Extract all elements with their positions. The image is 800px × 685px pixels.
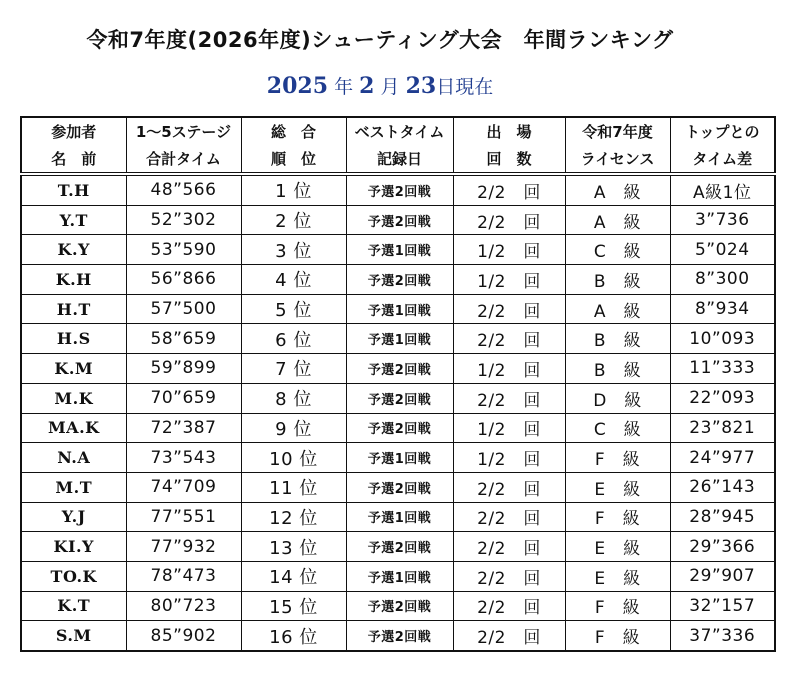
table-row — [21, 265, 775, 295]
cell-rank: 4 位 — [241, 265, 346, 295]
table-row — [21, 383, 775, 413]
table-row — [21, 174, 775, 205]
cell-best-time-date: 予選2回戦 — [346, 413, 453, 443]
cell-license: B 級 — [565, 354, 670, 384]
cell-time-diff: 37”336 — [670, 621, 775, 651]
cell-best-time-date: 予選2回戦 — [346, 265, 453, 295]
cell-appearances: 2/2 回 — [453, 621, 565, 651]
cell-total-time: 73”543 — [126, 443, 241, 473]
cell-license: E 級 — [565, 532, 670, 562]
cell-time-diff: 28”945 — [670, 502, 775, 532]
cell-appearances: 2/2 回 — [453, 383, 565, 413]
cell-total-time: 58”659 — [126, 324, 241, 354]
cell-time-diff: 26”143 — [670, 472, 775, 502]
table-row — [21, 294, 775, 324]
cell-best-time-date: 予選1回戦 — [346, 443, 453, 473]
cell-time-diff: 8”934 — [670, 294, 775, 324]
cell-license: F 級 — [565, 621, 670, 651]
cell-best-time-date: 予選1回戦 — [346, 561, 453, 591]
cell-license: D 級 — [565, 383, 670, 413]
cell-total-time: 70”659 — [126, 383, 241, 413]
cell-time-diff: 32”157 — [670, 591, 775, 621]
table-row — [21, 591, 775, 621]
header-total-time-line2: 合計タイム — [126, 145, 241, 174]
cell-license: B 級 — [565, 265, 670, 295]
date-day: 23 — [405, 73, 437, 99]
header-row-2 — [21, 145, 775, 174]
table-row — [21, 443, 775, 473]
cell-total-time: 77”551 — [126, 502, 241, 532]
cell-rank: 12 位 — [241, 502, 346, 532]
header-overall-rank-line1: 総 合 — [241, 117, 346, 145]
date-suffix: 日現在 — [436, 76, 494, 98]
cell-license: E 級 — [565, 561, 670, 591]
cell-appearances: 2/2 回 — [453, 532, 565, 562]
date-month-unit: 月 — [380, 76, 400, 98]
cell-name: Y.T — [21, 205, 126, 235]
cell-name: K.M — [21, 354, 126, 384]
cell-name: H.T — [21, 294, 126, 324]
header-appearances-line2: 回 数 — [453, 145, 565, 174]
cell-total-time: 78”473 — [126, 561, 241, 591]
cell-appearances: 1/2 回 — [453, 235, 565, 265]
cell-license: E 級 — [565, 472, 670, 502]
header-participant-line1: 参加者 — [21, 117, 126, 145]
cell-appearances: 2/2 回 — [453, 561, 565, 591]
date-year-unit: 年 — [334, 76, 354, 98]
cell-rank: 11 位 — [241, 472, 346, 502]
cell-time-diff: 22”093 — [670, 383, 775, 413]
table-row — [21, 413, 775, 443]
cell-time-diff: 11”333 — [670, 354, 775, 384]
cell-rank: 3 位 — [241, 235, 346, 265]
cell-time-diff: 8”300 — [670, 265, 775, 295]
cell-time-diff: 5”024 — [670, 235, 775, 265]
cell-rank: 5 位 — [241, 294, 346, 324]
cell-name: K.H — [21, 265, 126, 295]
cell-rank: 16 位 — [241, 621, 346, 651]
cell-total-time: 53”590 — [126, 235, 241, 265]
cell-appearances: 2/2 回 — [453, 591, 565, 621]
cell-best-time-date: 予選1回戦 — [346, 324, 453, 354]
cell-rank: 6 位 — [241, 324, 346, 354]
cell-time-diff: 29”907 — [670, 561, 775, 591]
cell-time-diff: 29”366 — [670, 532, 775, 562]
cell-name: M.T — [21, 472, 126, 502]
header-best-time-line2: 記録日 — [346, 145, 453, 174]
cell-license: C 級 — [565, 413, 670, 443]
table-row — [21, 205, 775, 235]
cell-appearances: 1/2 回 — [453, 265, 565, 295]
table-header — [21, 117, 775, 174]
cell-total-time: 48”566 — [126, 174, 241, 205]
cell-rank: 7 位 — [241, 354, 346, 384]
cell-best-time-date: 予選2回戦 — [346, 532, 453, 562]
cell-license: F 級 — [565, 502, 670, 532]
cell-license: A 級 — [565, 174, 670, 205]
table-row — [21, 502, 775, 532]
cell-best-time-date: 予選2回戦 — [346, 354, 453, 384]
cell-total-time: 80”723 — [126, 591, 241, 621]
table-row — [21, 354, 775, 384]
cell-license: A 級 — [565, 205, 670, 235]
cell-total-time: 72”387 — [126, 413, 241, 443]
cell-name: K.Y — [21, 235, 126, 265]
cell-appearances: 2/2 回 — [453, 472, 565, 502]
header-overall-rank-line2: 順 位 — [241, 145, 346, 174]
cell-rank: 9 位 — [241, 413, 346, 443]
cell-rank: 8 位 — [241, 383, 346, 413]
cell-name: H.S — [21, 324, 126, 354]
cell-best-time-date: 予選2回戦 — [346, 472, 453, 502]
table-row — [21, 532, 775, 562]
cell-total-time: 77”932 — [126, 532, 241, 562]
table-row — [21, 324, 775, 354]
cell-rank: 13 位 — [241, 532, 346, 562]
cell-best-time-date: 予選2回戦 — [346, 383, 453, 413]
cell-best-time-date: 予選2回戦 — [346, 621, 453, 651]
cell-total-time: 56”866 — [126, 265, 241, 295]
cell-best-time-date: 予選2回戦 — [346, 591, 453, 621]
header-time-diff-line1: トップとの — [670, 117, 775, 145]
cell-best-time-date: 予選1回戦 — [346, 502, 453, 532]
cell-rank: 15 位 — [241, 591, 346, 621]
as-of-date — [0, 72, 760, 99]
page-title: 令和7年度(2026年度)シューティング大会 年間ランキング — [86, 28, 674, 52]
cell-appearances: 2/2 回 — [453, 324, 565, 354]
cell-total-time: 74”709 — [126, 472, 241, 502]
cell-time-diff: 24”977 — [670, 443, 775, 473]
cell-best-time-date: 予選1回戦 — [346, 235, 453, 265]
ranking-table — [20, 116, 776, 652]
cell-license: F 級 — [565, 443, 670, 473]
cell-total-time: 85”902 — [126, 621, 241, 651]
cell-appearances: 1/2 回 — [453, 443, 565, 473]
cell-name: S.M — [21, 621, 126, 651]
header-best-time-line1: ベストタイム — [346, 117, 453, 145]
cell-appearances: 1/2 回 — [453, 413, 565, 443]
cell-rank: 1 位 — [241, 174, 346, 205]
cell-name: K.T — [21, 591, 126, 621]
cell-appearances: 2/2 回 — [453, 174, 565, 205]
header-license-line1: 令和7年度 — [565, 117, 670, 145]
cell-total-time: 59”899 — [126, 354, 241, 384]
table-row — [21, 621, 775, 651]
cell-name: MA.K — [21, 413, 126, 443]
cell-name: M.K — [21, 383, 126, 413]
cell-name: N.A — [21, 443, 126, 473]
cell-rank: 2 位 — [241, 205, 346, 235]
cell-appearances: 2/2 回 — [453, 294, 565, 324]
cell-time-diff: A級1位 — [670, 174, 775, 205]
table-row — [21, 561, 775, 591]
header-total-time-line1: 1～5ステージ — [126, 117, 241, 145]
cell-total-time: 52”302 — [126, 205, 241, 235]
cell-license: C 級 — [565, 235, 670, 265]
date-month: 2 — [359, 73, 375, 99]
cell-best-time-date: 予選1回戦 — [346, 294, 453, 324]
cell-license: B 級 — [565, 324, 670, 354]
cell-time-diff: 23”821 — [670, 413, 775, 443]
table-row — [21, 472, 775, 502]
header-row-1 — [21, 117, 775, 145]
table-row — [21, 235, 775, 265]
cell-license: A 級 — [565, 294, 670, 324]
cell-appearances: 1/2 回 — [453, 354, 565, 384]
header-time-diff-line2: タイム差 — [670, 145, 775, 174]
cell-time-diff: 10”093 — [670, 324, 775, 354]
cell-rank: 14 位 — [241, 561, 346, 591]
header-license-line2: ライセンス — [565, 145, 670, 174]
date-year: 2025 — [266, 73, 329, 99]
cell-best-time-date: 予選2回戦 — [346, 174, 453, 205]
cell-appearances: 2/2 回 — [453, 502, 565, 532]
table-body — [21, 174, 775, 651]
cell-license: F 級 — [565, 591, 670, 621]
cell-name: TO.K — [21, 561, 126, 591]
cell-total-time: 57”500 — [126, 294, 241, 324]
cell-time-diff: 3”736 — [670, 205, 775, 235]
cell-name: T.H — [21, 174, 126, 205]
header-participant-line2: 名 前 — [21, 145, 126, 174]
cell-appearances: 2/2 回 — [453, 205, 565, 235]
header-appearances-line1: 出 場 — [453, 117, 565, 145]
cell-name: Y.J — [21, 502, 126, 532]
cell-rank: 10 位 — [241, 443, 346, 473]
cell-name: KI.Y — [21, 532, 126, 562]
cell-best-time-date: 予選2回戦 — [346, 205, 453, 235]
